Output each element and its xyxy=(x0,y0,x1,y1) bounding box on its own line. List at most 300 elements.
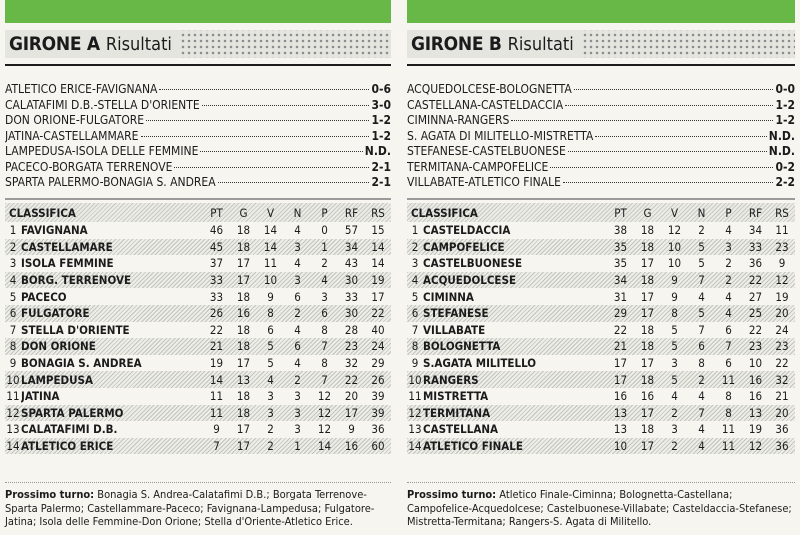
result-row xyxy=(5,160,391,176)
match-score: N.D. xyxy=(364,144,391,158)
stat-cell: 11 xyxy=(209,389,224,404)
stat-cell: 34 xyxy=(748,223,763,238)
team-name: FAVIGNANA xyxy=(21,223,88,238)
dot-leader xyxy=(595,136,767,137)
table-row xyxy=(5,438,391,455)
table-row xyxy=(5,338,391,355)
rank: 2 xyxy=(9,239,17,254)
stat-cell: 17 xyxy=(613,372,628,387)
stat-cell: 18 xyxy=(640,273,655,288)
stat-cell: 18 xyxy=(640,339,655,354)
section-title xyxy=(5,30,391,58)
stat-cell: 21 xyxy=(613,339,628,354)
team-name: SPARTA PALERMO xyxy=(21,405,124,420)
rank: 5 xyxy=(411,289,419,304)
team-name: CASTELLANA xyxy=(423,422,499,437)
stat-cell: 16 xyxy=(640,389,655,404)
stat-cell: 39 xyxy=(371,389,385,404)
result-row xyxy=(5,175,391,191)
stat-cell: 22 xyxy=(748,322,763,337)
divider xyxy=(5,482,391,483)
rank: 8 xyxy=(411,339,419,354)
rank: 1 xyxy=(411,223,419,238)
stat-cell: 3 xyxy=(671,422,678,437)
stat-cell: 5 xyxy=(671,322,678,337)
team-name: STEFANESE xyxy=(423,306,489,321)
stat-cell: 11 xyxy=(209,405,224,420)
dot-leader xyxy=(550,167,773,168)
divider xyxy=(407,64,795,66)
stat-cell: 12 xyxy=(317,422,332,437)
rank: 14 xyxy=(408,439,422,454)
match-name: SPARTA PALERMO-BONAGIA S. ANDREA xyxy=(5,175,216,189)
stat-cell: 17 xyxy=(236,256,251,271)
stat-cell: 22 xyxy=(613,322,628,337)
results-list xyxy=(407,82,795,191)
dot-leader xyxy=(141,136,370,137)
table-row xyxy=(407,338,795,355)
stat-cell: 36 xyxy=(775,439,789,454)
stat-cell: 5 xyxy=(698,306,705,321)
stat-cell: 17 xyxy=(236,356,251,371)
stat-cell: 9 xyxy=(671,273,678,288)
stat-cell: 4 xyxy=(294,256,301,271)
stat-cell: 5 xyxy=(267,356,274,371)
match-name: JATINA-CASTELLAMMARE xyxy=(5,128,139,143)
match-score: 3-0 xyxy=(371,97,391,112)
dot-leader xyxy=(565,105,773,106)
stat-cell: 17 xyxy=(236,422,251,437)
stat-cell: 4 xyxy=(698,439,705,454)
stat-cell: 10 xyxy=(748,356,763,371)
stat-cell: 3 xyxy=(294,239,301,254)
dot-leader xyxy=(574,89,774,90)
stat-cell: 6 xyxy=(698,339,705,354)
stat-cell: 10 xyxy=(613,439,628,454)
stat-cell: 6 xyxy=(294,339,301,354)
column-header: PT xyxy=(210,205,223,220)
match-score: 1-2 xyxy=(775,97,795,112)
stat-cell: 36 xyxy=(371,422,385,437)
stat-cell: 16 xyxy=(344,439,359,454)
team-name: CALATAFIMI D.B. xyxy=(21,422,118,437)
stat-cell: 4 xyxy=(671,389,678,404)
match-name: PACECO-BORGATA TERRENOVE xyxy=(5,159,173,174)
dot-leader xyxy=(174,167,369,168)
stat-cell: 46 xyxy=(209,223,224,238)
stat-cell: 8 xyxy=(267,306,274,321)
result-row xyxy=(407,98,795,114)
stat-cell: 2 xyxy=(725,273,732,288)
rank: 6 xyxy=(9,306,17,321)
dot-leader xyxy=(200,151,362,152)
team-name: TERMITANA xyxy=(423,405,491,420)
stat-cell: 29 xyxy=(613,306,628,321)
table-row xyxy=(5,222,391,239)
stat-cell: 22 xyxy=(371,306,385,321)
stat-cell: 23 xyxy=(748,339,763,354)
rank: 1 xyxy=(9,223,17,238)
stat-cell: 24 xyxy=(775,322,789,337)
match-name: CIMINNA-RANGERS xyxy=(407,113,510,127)
stat-cell: 4 xyxy=(698,289,705,304)
stat-cell: 1 xyxy=(321,239,328,254)
stat-cell: 12 xyxy=(748,439,763,454)
stat-cell: 35 xyxy=(613,239,628,254)
stat-cell: 1 xyxy=(294,439,301,454)
stat-cell: 23 xyxy=(344,339,359,354)
dot-leader xyxy=(563,182,774,183)
match-score: 1-2 xyxy=(775,113,795,127)
stat-cell: 30 xyxy=(344,306,359,321)
stat-cell: 11 xyxy=(721,422,736,437)
match-name: TERMITANA-CAMPOFELICE xyxy=(407,159,549,174)
table-row xyxy=(5,388,391,405)
stat-cell: 29 xyxy=(371,356,385,371)
table-row xyxy=(407,239,795,256)
dot-leader xyxy=(159,89,369,90)
team-name: JATINA xyxy=(21,389,60,404)
stat-cell: 6 xyxy=(267,322,274,337)
stat-cell: 2 xyxy=(321,256,328,271)
team-name: CAMPOFELICE xyxy=(423,239,505,254)
stat-cell: 31 xyxy=(613,289,628,304)
rank: 4 xyxy=(9,273,17,288)
stat-cell: 3 xyxy=(267,405,274,420)
column-header: P xyxy=(321,205,328,220)
next-round xyxy=(5,488,391,529)
stat-cell: 3 xyxy=(294,405,301,420)
rank: 11 xyxy=(408,389,422,404)
stat-cell: 14 xyxy=(371,239,385,254)
stat-cell: 17 xyxy=(640,289,655,304)
stat-cell: 17 xyxy=(640,439,655,454)
stat-cell: 8 xyxy=(671,306,678,321)
rank: 14 xyxy=(6,439,20,454)
stat-cell: 18 xyxy=(640,372,655,387)
match-name: ATLETICO ERICE-FAVIGNANA xyxy=(5,82,158,96)
column-header: G xyxy=(239,205,248,220)
stat-cell: 18 xyxy=(236,405,251,420)
table-row xyxy=(407,305,795,322)
stat-cell: 34 xyxy=(344,239,359,254)
dot-leader xyxy=(202,105,370,106)
team-name: ATLETICO ERICE xyxy=(21,439,114,454)
table-row xyxy=(407,388,795,405)
team-name: DON ORIONE xyxy=(21,339,96,354)
table-row xyxy=(407,272,795,289)
stat-cell: 37 xyxy=(209,256,224,271)
next-round xyxy=(407,488,795,529)
stat-cell: 32 xyxy=(344,356,359,371)
stat-cell: 18 xyxy=(640,322,655,337)
stat-cell: 18 xyxy=(236,239,251,254)
match-name: S. AGATA DI MILITELLO-MISTRETTA xyxy=(407,128,594,143)
match-name: VILLABATE-ATLETICO FINALE xyxy=(407,175,561,189)
stat-cell: 16 xyxy=(236,306,251,321)
section-subtitle: Risultati xyxy=(105,33,172,55)
match-name: STEFANESE-CASTELBUONESE xyxy=(407,144,566,158)
column-header: CLASSIFICA xyxy=(411,205,478,220)
result-row xyxy=(407,82,795,98)
match-score: N.D. xyxy=(768,144,795,158)
section-subtitle: Risultati xyxy=(507,33,574,55)
stat-cell: 9 xyxy=(213,422,220,437)
result-row xyxy=(5,113,391,129)
column-header: CLASSIFICA xyxy=(9,205,76,220)
stat-cell: 18 xyxy=(640,422,655,437)
divider xyxy=(5,64,391,66)
table-row xyxy=(407,371,795,388)
table-row xyxy=(5,239,391,256)
column-header: V xyxy=(266,205,275,220)
green-header-bar xyxy=(5,0,391,23)
stat-cell: 3 xyxy=(267,389,274,404)
column-header: N xyxy=(697,205,706,220)
column-header: N xyxy=(293,205,302,220)
result-row xyxy=(5,129,391,145)
stat-cell: 13 xyxy=(748,405,763,420)
team-name: BORG. TERRENOVE xyxy=(21,273,132,288)
stat-cell: 6 xyxy=(725,356,732,371)
rank: 11 xyxy=(6,389,20,404)
stat-cell: 26 xyxy=(371,372,385,387)
match-score: 0-0 xyxy=(775,82,795,96)
column-header: PT xyxy=(614,205,627,220)
stat-cell: 60 xyxy=(371,439,385,454)
stat-cell: 18 xyxy=(236,289,251,304)
table-row xyxy=(407,421,795,438)
group-name: GIRONE A xyxy=(9,33,100,55)
divider xyxy=(407,198,795,200)
stat-cell: 11 xyxy=(263,256,278,271)
stat-cell: 7 xyxy=(213,439,220,454)
stat-cell: 24 xyxy=(371,339,385,354)
team-name: VILLABATE xyxy=(423,322,486,337)
result-row xyxy=(407,175,795,191)
rank: 13 xyxy=(408,422,422,437)
stat-cell: 8 xyxy=(698,356,705,371)
stat-cell: 33 xyxy=(209,273,224,288)
table-row xyxy=(407,255,795,272)
stat-cell: 25 xyxy=(748,306,763,321)
stat-cell: 13 xyxy=(236,372,251,387)
stat-cell: 3 xyxy=(671,356,678,371)
stat-cell: 33 xyxy=(209,289,224,304)
stat-cell: 18 xyxy=(640,239,655,254)
stat-cell: 3 xyxy=(294,273,301,288)
stat-cell: 36 xyxy=(775,422,789,437)
next-round-label: Prossimo turno: xyxy=(407,488,497,501)
stat-cell: 9 xyxy=(778,256,786,271)
rank: 13 xyxy=(6,422,20,437)
team-name: BOLOGNETTA xyxy=(423,339,501,354)
stat-cell: 13 xyxy=(613,422,628,437)
match-score: 0-2 xyxy=(775,159,795,174)
match-score: 1-2 xyxy=(371,113,391,127)
table-row xyxy=(5,288,391,305)
team-name: LAMPEDUSA xyxy=(21,372,93,387)
rank: 9 xyxy=(411,356,419,371)
stat-cell: 16 xyxy=(748,372,763,387)
stat-cell: 2 xyxy=(725,256,732,271)
stat-cell: 3 xyxy=(294,389,301,404)
group-name: GIRONE B xyxy=(411,33,502,55)
stat-cell: 6 xyxy=(321,306,328,321)
match-score: 2-1 xyxy=(371,159,391,174)
stat-cell: 4 xyxy=(698,389,705,404)
stat-cell: 3 xyxy=(725,239,732,254)
stat-cell: 0 xyxy=(321,223,328,238)
stat-cell: 14 xyxy=(317,439,332,454)
match-name: DON ORIONE-FULGATORE xyxy=(5,113,145,127)
match-name: LAMPEDUSA-ISOLA DELLE FEMMINE xyxy=(5,144,199,158)
rank: 12 xyxy=(408,405,422,420)
table-row xyxy=(5,421,391,438)
stat-cell: 4 xyxy=(725,289,732,304)
rank: 7 xyxy=(9,322,17,337)
next-round-text: Atletico Finale-Ciminna; Bolognetta-Castellana; Campofelice-Acquedolcese; Castelbuonese-Villabate; Casteldaccia-Stefanese; Mistretta-Termitana; Rangers-S. Agata di Militello. xyxy=(407,488,792,528)
stat-cell: 4 xyxy=(725,223,732,238)
stat-cell: 9 xyxy=(267,289,274,304)
stat-cell: 23 xyxy=(775,339,789,354)
stat-cell: 4 xyxy=(267,372,274,387)
stat-cell: 14 xyxy=(209,372,224,387)
stat-cell: 26 xyxy=(209,306,224,321)
match-score: N.D. xyxy=(768,128,795,143)
table-row xyxy=(407,438,795,455)
stat-cell: 2 xyxy=(294,306,301,321)
result-row xyxy=(407,129,795,145)
stat-cell: 32 xyxy=(775,372,789,387)
match-score: 1-2 xyxy=(371,128,391,143)
table-row xyxy=(5,255,391,272)
table-row xyxy=(407,355,795,372)
green-header-bar xyxy=(407,0,795,23)
table-row xyxy=(5,355,391,372)
team-name: ISOLA FEMMINE xyxy=(21,256,114,271)
standings-body xyxy=(5,222,391,454)
stat-cell: 4 xyxy=(294,322,301,337)
table-row xyxy=(407,288,795,305)
table-row xyxy=(407,405,795,422)
match-name: ACQUEDOLCESE-BOLOGNETTA xyxy=(407,82,572,96)
rank: 9 xyxy=(9,356,17,371)
table-row xyxy=(407,222,795,239)
rank: 3 xyxy=(9,256,17,271)
stat-cell: 5 xyxy=(698,256,705,271)
stat-cell: 34 xyxy=(613,273,628,288)
match-name: CALATAFIMI D.B.-STELLA D'ORIENTE xyxy=(5,97,200,112)
stat-cell: 10 xyxy=(667,256,682,271)
stat-cell: 12 xyxy=(317,405,332,420)
stat-cell: 17 xyxy=(371,289,385,304)
result-row xyxy=(407,113,795,129)
stat-cell: 19 xyxy=(371,273,385,288)
rank: 10 xyxy=(6,372,20,387)
stat-cell: 2 xyxy=(267,422,274,437)
dot-leader xyxy=(218,182,370,183)
stat-cell: 2 xyxy=(671,405,678,420)
dotted-pattern xyxy=(582,30,795,58)
stat-cell: 20 xyxy=(775,405,789,420)
stat-cell: 7 xyxy=(698,273,705,288)
team-name: CASTELLAMARE xyxy=(21,239,113,254)
stat-cell: 5 xyxy=(671,372,678,387)
stat-cell: 11 xyxy=(721,439,736,454)
column-header: RF xyxy=(748,205,763,220)
stat-cell: 18 xyxy=(236,339,251,354)
team-name: STELLA D'ORIENTE xyxy=(21,322,130,337)
team-name: FULGATORE xyxy=(21,306,90,321)
stat-cell: 16 xyxy=(613,389,628,404)
stat-cell: 14 xyxy=(263,239,278,254)
stat-cell: 21 xyxy=(775,389,789,404)
rank: 8 xyxy=(9,339,17,354)
stat-cell: 2 xyxy=(671,439,678,454)
results-list xyxy=(5,82,391,191)
rank: 6 xyxy=(411,306,419,321)
stat-cell: 14 xyxy=(263,223,278,238)
stat-cell: 30 xyxy=(344,273,359,288)
stat-cell: 2 xyxy=(267,439,274,454)
stat-cell: 22 xyxy=(748,273,763,288)
table-row xyxy=(407,322,795,339)
stat-cell: 4 xyxy=(321,273,328,288)
stat-cell: 4 xyxy=(725,306,732,321)
stat-cell: 14 xyxy=(371,256,385,271)
stat-cell: 33 xyxy=(748,239,763,254)
stat-cell: 8 xyxy=(725,405,732,420)
stat-cell: 4 xyxy=(294,223,301,238)
rank: 12 xyxy=(6,405,20,420)
team-name: MISTRETTA xyxy=(423,389,489,404)
match-score: 0-6 xyxy=(371,82,391,96)
divider xyxy=(407,482,795,483)
stat-cell: 5 xyxy=(267,339,274,354)
stat-cell: 27 xyxy=(748,289,763,304)
stat-cell: 17 xyxy=(640,256,655,271)
team-name: PACECO xyxy=(21,289,67,304)
stat-cell: 17 xyxy=(640,405,655,420)
stat-cell: 8 xyxy=(725,389,732,404)
column-header: P xyxy=(725,205,732,220)
next-round-label: Prossimo turno: xyxy=(5,488,95,501)
standings-table xyxy=(407,203,795,454)
stat-cell: 8 xyxy=(321,322,328,337)
stat-cell: 4 xyxy=(294,356,301,371)
stat-cell: 20 xyxy=(775,306,789,321)
stat-cell: 20 xyxy=(344,389,359,404)
result-row xyxy=(5,82,391,98)
stat-cell: 33 xyxy=(344,289,359,304)
match-name: CASTELLANA-CASTELDACCIA xyxy=(407,97,564,112)
rank: 7 xyxy=(411,322,419,337)
standings-body xyxy=(407,222,795,454)
stat-cell: 19 xyxy=(209,356,224,371)
stat-cell: 38 xyxy=(613,223,628,238)
stat-cell: 43 xyxy=(344,256,359,271)
stat-cell: 9 xyxy=(671,289,678,304)
stat-cell: 22 xyxy=(344,372,359,387)
stat-cell: 15 xyxy=(371,223,385,238)
column-header: RF xyxy=(344,205,359,220)
rank: 3 xyxy=(411,256,419,271)
stat-cell: 2 xyxy=(698,223,705,238)
column-header: RS xyxy=(371,205,385,220)
stat-cell: 57 xyxy=(344,223,359,238)
stat-cell: 10 xyxy=(667,239,682,254)
